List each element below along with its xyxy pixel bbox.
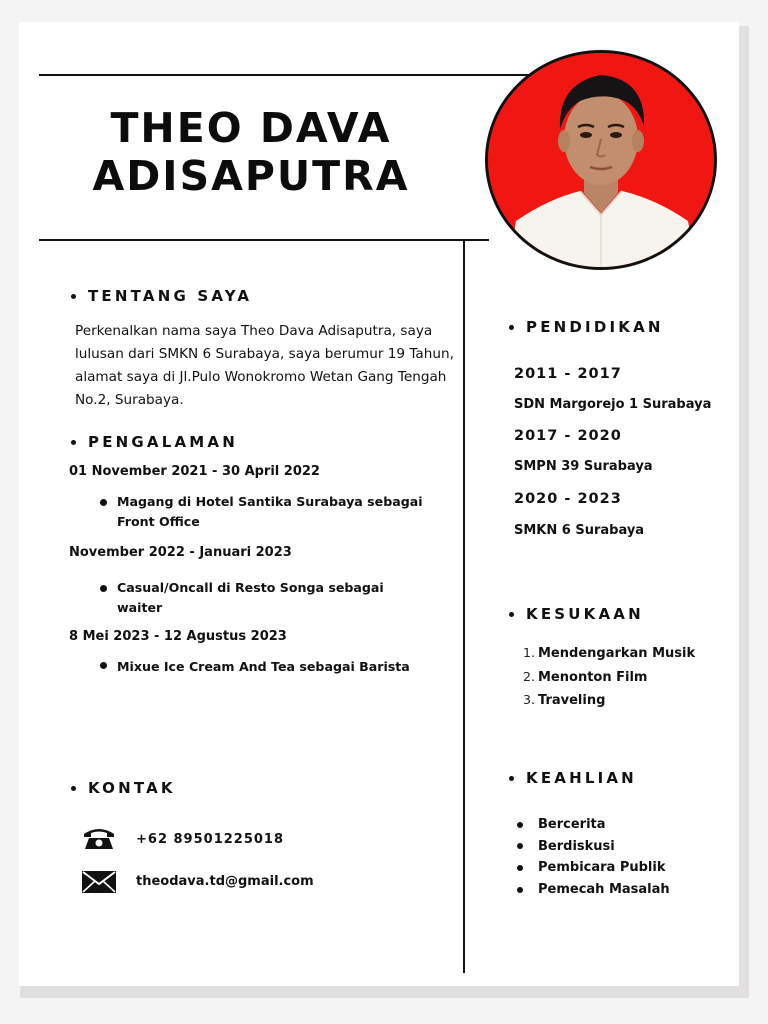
list-bullet [517,822,523,828]
section-title-about-label: TENTANG SAYA [88,287,253,305]
profile-photo [485,50,717,270]
list-item-label: Berdiskusi [538,838,615,854]
list-bullet [517,843,523,849]
list-item-label: Pemecah Masalah [538,881,670,897]
list-item [523,666,695,690]
list-item [523,689,695,713]
section-title-hobbies-label: KESUKAAN [526,605,644,623]
name-line-2: ADISAPUTRA [92,152,410,200]
list-item-label: Menonton Film [538,669,648,685]
section-title-contact [71,779,176,797]
section-title-about [71,287,252,305]
experience-bullet-2 [100,585,107,592]
list-item-label: Mendengarkan Musik [538,646,696,661]
experience-period-2: November 2022 - Januari 2023 [69,545,292,560]
list-item [517,836,670,858]
section-title-education-label: PENDIDIKAN [526,318,664,336]
education-school-3: SMKN 6 Surabaya [514,523,645,538]
name-line-1: THEO DAVA [110,104,392,152]
experience-description-3: Mixue Ice Cream And Tea sebagai Barista [117,659,410,674]
list-item [517,814,670,836]
list-item-number: 2. [523,668,535,684]
education-school-2: SMPN 39 Surabaya [514,459,653,474]
experience-description-2: Casual/Oncall di Resto Songa sebagai waiter [117,580,384,615]
section-bullet [71,786,76,791]
education-years-3: 2020 - 2023 [514,491,622,507]
experience-bullet-3 [100,662,107,669]
section-title-experience-label: PENGALAMAN [88,433,238,451]
hobbies-list [523,642,695,713]
resume-page [19,22,739,986]
experience-period-1: 01 November 2021 - 30 April 2022 [69,464,320,479]
contact-phone[interactable]: +62 89501225018 [136,832,285,847]
contact-email[interactable]: theodava.td@gmail.com [136,874,314,889]
list-bullet [517,865,523,871]
section-bullet [71,294,76,299]
list-item-label: Traveling [538,693,606,708]
experience-bullet-1 [100,499,107,506]
list-item-label: Bercerita [538,817,606,832]
section-title-education [509,318,664,336]
list-bullet [517,887,523,893]
section-title-skills-label: KEAHLIAN [526,769,637,787]
page-shadow-bottom [20,986,749,998]
list-item [523,642,695,666]
list-item-number: 1. [523,645,535,660]
experience-period-3: 8 Mei 2023 - 12 Agustus 2023 [69,629,287,644]
list-item [517,879,670,901]
full-name [39,104,463,200]
portrait-illustration [488,53,714,267]
skills-list [517,814,670,900]
section-bullet [509,325,514,330]
section-title-experience [71,433,238,451]
education-years-1: 2011 - 2017 [514,366,622,382]
experience-description-1: Magang di Hotel Santika Surabaya sebagai Front Office [117,494,423,529]
section-bullet [71,440,76,445]
education-school-1: SDN Margorejo 1 Surabaya [514,397,712,412]
section-title-skills [509,769,637,787]
education-years-2: 2017 - 2020 [514,428,622,444]
list-item-number: 3. [523,692,535,707]
header-top-rule [39,74,529,76]
section-bullet [509,776,514,781]
list-item [517,857,670,879]
envelope-icon [82,871,116,897]
section-bullet [509,612,514,617]
telephone-icon [82,826,116,854]
section-title-contact-label: KONTAK [88,779,176,797]
about-text: Perkenalkan nama saya Theo Dava Adisaputra, saya lulusan dari SMKN 6 Surabaya, saya berumur 19 Tahun, alamat saya di Jl.Pulo Wonokromo Wetan Gang Tengah No.2, Surabaya. [75,323,454,408]
section-title-hobbies [509,605,644,623]
header-bottom-rule [39,239,489,241]
page-shadow-right [739,26,749,998]
list-item-label: Pembicara Publik [538,860,666,876]
